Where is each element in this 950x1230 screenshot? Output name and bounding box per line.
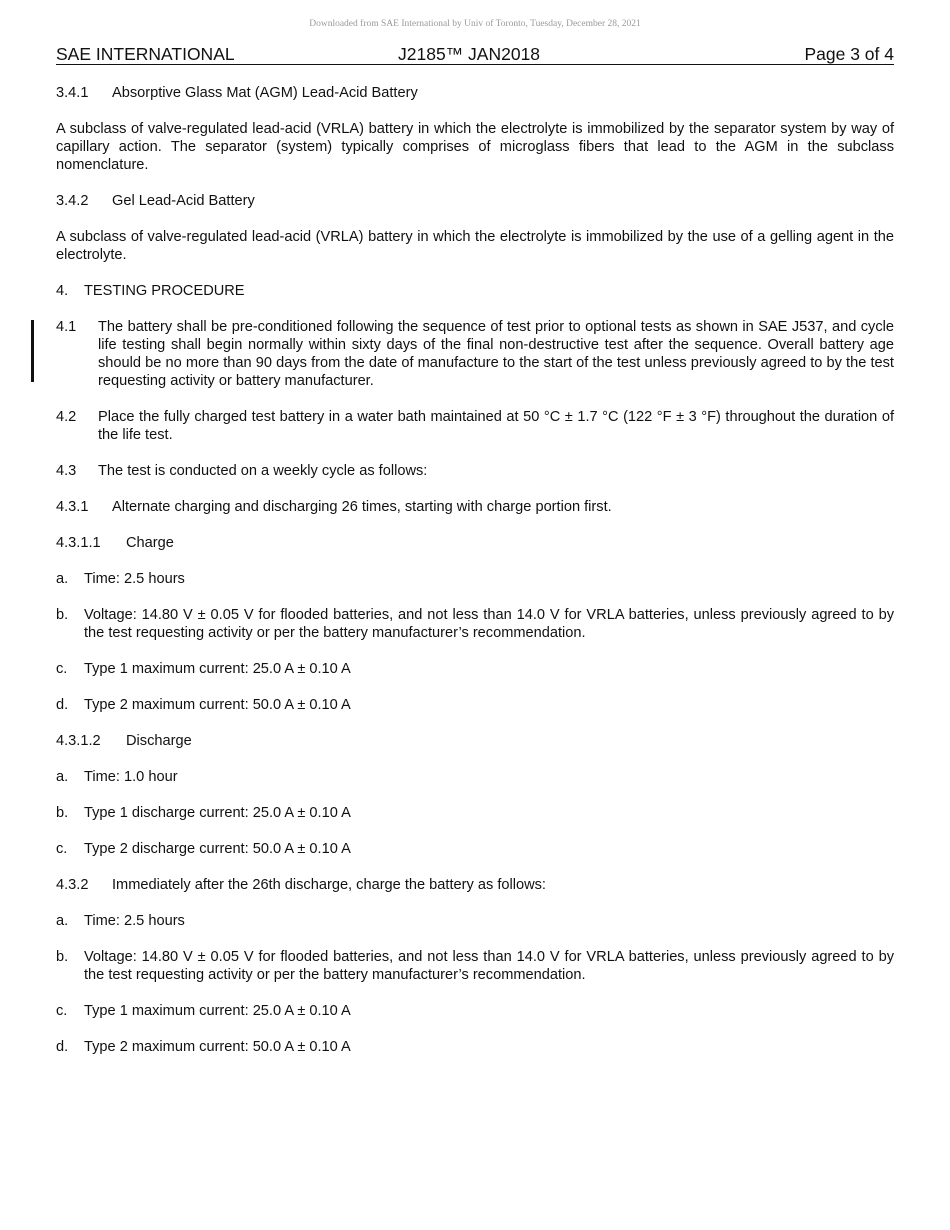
list-item [56, 912, 894, 930]
clause-4-1 [56, 318, 894, 390]
list-text: Type 2 maximum current: 50.0 A ± 0.10 A [84, 1039, 351, 1055]
list-letter: c. [56, 661, 68, 677]
list-text: Voltage: 14.80 V ± 0.05 V for flooded batteries, and not less than 14.0 V for VRLA batteries, unless previously agreed to by the test requesting activity or per the battery manufacturer’s recommendation. [84, 607, 894, 641]
list-item [56, 570, 894, 588]
section-title: Charge [126, 535, 174, 551]
list-text: Voltage: 14.80 V ± 0.05 V for flooded batteries, and not less than 14.0 V for VRLA batteries, unless previously agreed to by the test requesting activity or per the battery manufacturer’s recommendation. [84, 949, 894, 983]
clause-number: 4.3 [56, 463, 77, 479]
clause-4-3-2 [56, 876, 894, 894]
list-letter: a. [56, 913, 69, 929]
section-heading-4 [56, 282, 894, 300]
clause-text: Immediately after the 26th discharge, charge the battery as follows: [112, 877, 546, 893]
section-number: 4.3.1.2 [56, 733, 101, 749]
page-header [56, 44, 894, 65]
list-item [56, 804, 894, 822]
list-text: Time: 2.5 hours [84, 571, 185, 587]
list-item [56, 1002, 894, 1020]
header-page-number: Page 3 of 4 [804, 44, 894, 64]
clause-number: 4.1 [56, 319, 77, 335]
clause-number: 4.3.2 [56, 877, 89, 893]
clause-text: Place the fully charged test battery in a water bath maintained at 50 °C ± 1.7 °C (122 °F ± 3 °F) throughout the duration of the life test. [98, 409, 894, 443]
download-watermark: Downloaded from SAE International by Univ of Toronto, Tuesday, December 28, 2021 [309, 19, 641, 29]
clause-4-3 [56, 462, 894, 480]
list-letter: b. [56, 805, 69, 821]
list-text: Time: 1.0 hour [84, 769, 178, 785]
list-text: Type 2 maximum current: 50.0 A ± 0.10 A [84, 697, 351, 713]
list-item [56, 840, 894, 858]
section-title: Discharge [126, 733, 192, 749]
header-document-id: J2185™ JAN2018 [398, 44, 541, 64]
document-body [56, 84, 894, 1074]
revision-change-bar [31, 320, 34, 382]
list-letter: c. [56, 841, 68, 857]
clause-text: The test is conducted on a weekly cycle as follows: [98, 463, 428, 479]
list-letter: a. [56, 571, 69, 587]
list-item [56, 660, 894, 678]
header-organization: SAE INTERNATIONAL [56, 44, 235, 64]
section-heading-3-4-1 [56, 84, 894, 102]
list-letter: d. [56, 697, 69, 713]
section-title: Absorptive Glass Mat (AGM) Lead-Acid Battery [112, 85, 418, 101]
section-heading-4-3-1-1 [56, 534, 894, 552]
list-text: Time: 2.5 hours [84, 913, 185, 929]
list-letter: b. [56, 949, 69, 965]
list-letter: b. [56, 607, 69, 623]
paragraph-3-4-1: A subclass of valve-regulated lead-acid (VRLA) battery in which the electrolyte is immobilized by the separator system by way of capillary action. The separator (system) typically comprises of microglass fibers that lead to the AGM in the subclass nomenclature. [56, 121, 894, 173]
clause-text: The battery shall be pre-conditioned following the sequence of test prior to optional tests as shown in SAE J537, and cycle life testing shall begin normally within sixty days of the final non-destructive test after the sequence. Overall battery age should be no more than 90 days from the date of manufacture to the start of the test unless previously agreed to by the test requesting activity or battery manufacturer. [98, 319, 894, 389]
list-letter: a. [56, 769, 69, 785]
list-text: Type 1 maximum current: 25.0 A ± 0.10 A [84, 661, 351, 677]
list-text: Type 1 maximum current: 25.0 A ± 0.10 A [84, 1003, 351, 1019]
clause-4-2 [56, 408, 894, 444]
section-number: 4.3.1.1 [56, 535, 101, 551]
section-number: 3.4.2 [56, 193, 89, 209]
list-item [56, 696, 894, 714]
list-letter: d. [56, 1039, 69, 1055]
list-item [56, 948, 894, 984]
clause-4-3-1 [56, 498, 894, 516]
clause-number: 4.3.1 [56, 499, 89, 515]
section-number: 3.4.1 [56, 85, 89, 101]
list-item [56, 1038, 894, 1056]
list-text: Type 1 discharge current: 25.0 A ± 0.10 A [84, 805, 351, 821]
section-title: Gel Lead-Acid Battery [112, 193, 255, 209]
clause-number: 4.2 [56, 409, 77, 425]
section-number: 4. [56, 283, 69, 299]
section-title: TESTING PROCEDURE [84, 283, 245, 299]
list-text: Type 2 discharge current: 50.0 A ± 0.10 A [84, 841, 351, 857]
list-item [56, 768, 894, 786]
list-letter: c. [56, 1003, 68, 1019]
paragraph-3-4-2: A subclass of valve-regulated lead-acid (VRLA) battery in which the electrolyte is immobilized by the use of a gelling agent in the electrolyte. [56, 229, 894, 263]
section-heading-3-4-2 [56, 192, 894, 210]
clause-text: Alternate charging and discharging 26 times, starting with charge portion first. [112, 499, 612, 515]
section-heading-4-3-1-2 [56, 732, 894, 750]
list-item [56, 606, 894, 642]
